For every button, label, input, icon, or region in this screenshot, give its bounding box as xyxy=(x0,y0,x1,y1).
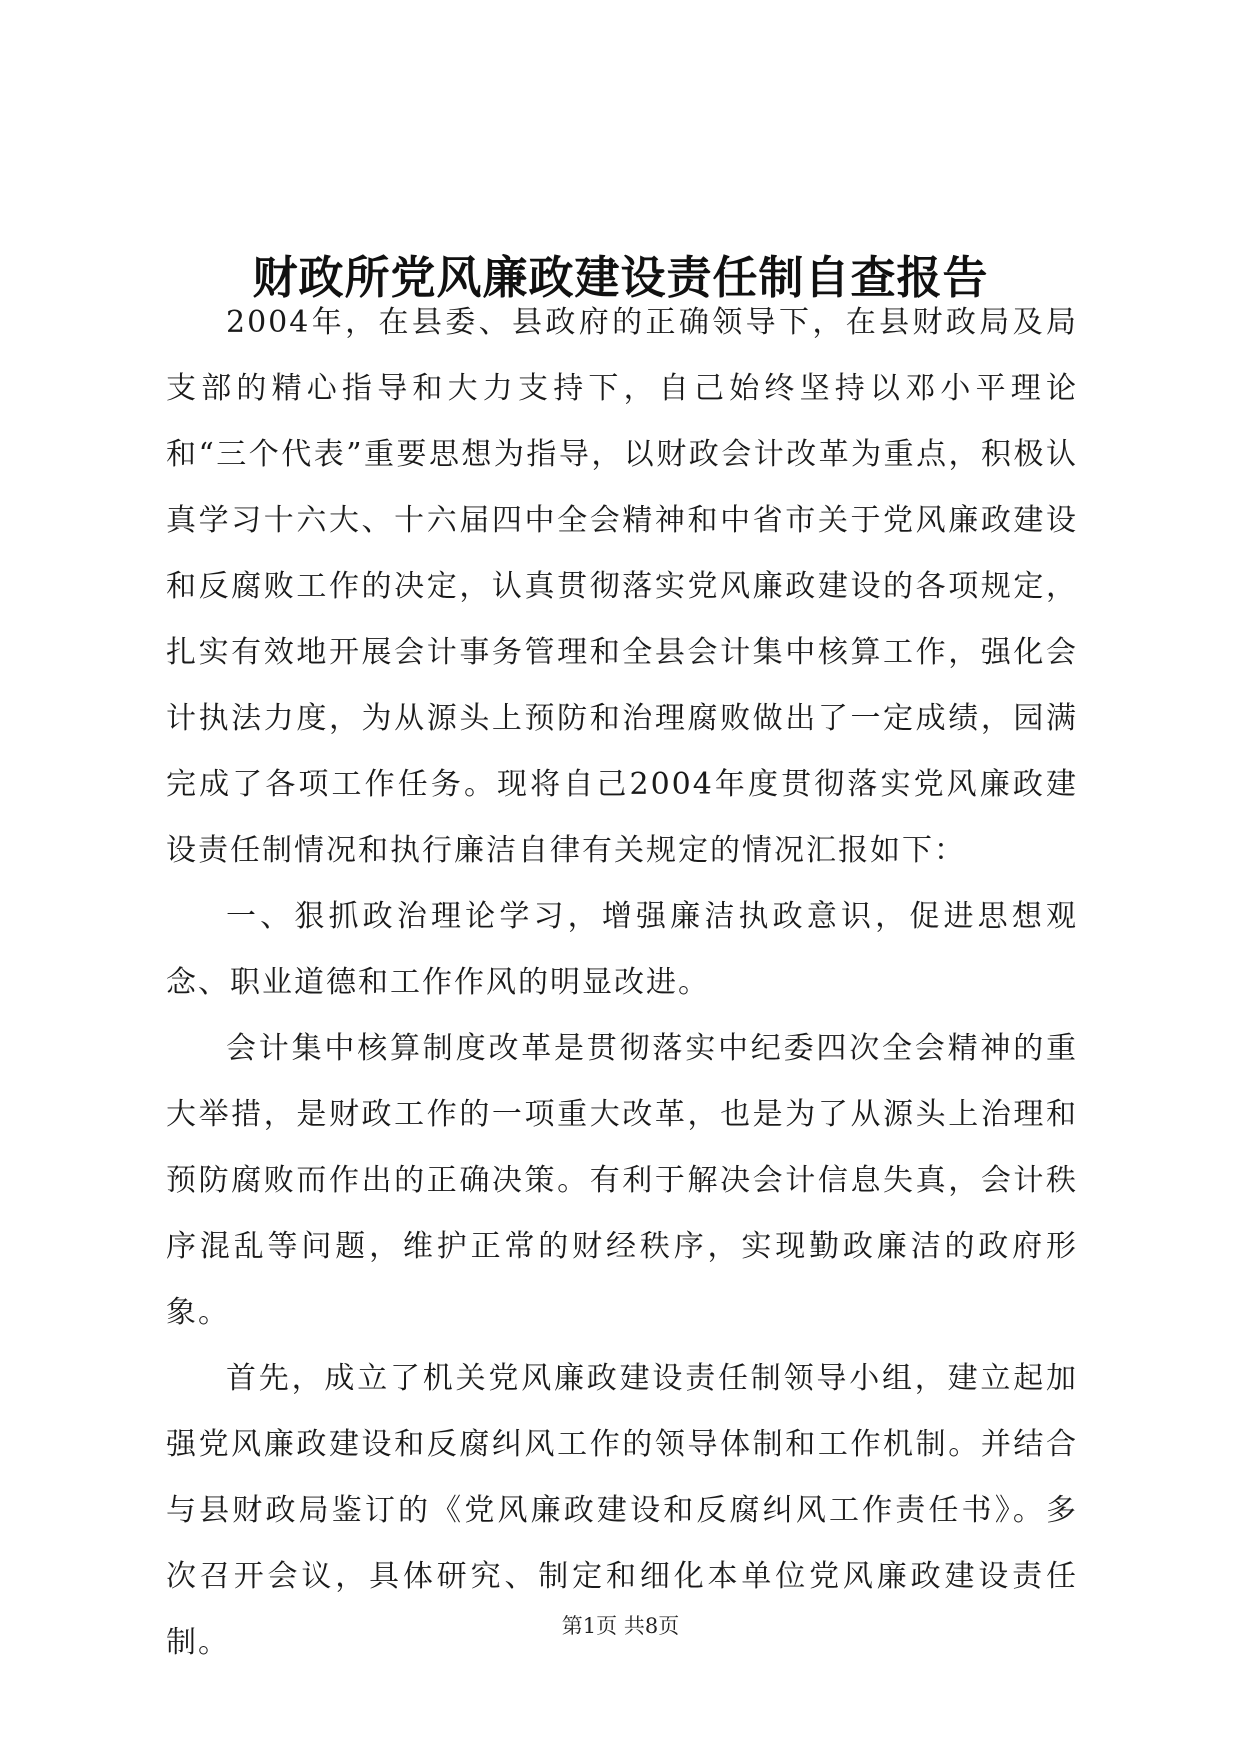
paragraph-intro: 2004年，在县委、县政府的正确领导下，在县财政局及局支部的精心指导和大力支持下，自己始终坚持以邓小平理论和“三个代表”重要思想为指导，以财政会计改革为重点，积极认真学习十六大、十六届四中全会精神和中省市关于党风廉政建设和反腐败工作的决定，认真贯彻落实党风廉政建设的各项规定，扎实有效地开展会计事务管理和全县会计集中核算工作，强化会计执法力度，为从源头上预防和治理腐败做出了一定成绩，园满完成了各项工作任务。现将自己2004年度贯彻落实党风廉政建设责任制情况和执行廉洁自律有关规定的情况汇报如下： xyxy=(166,305,1078,868)
document-body xyxy=(166,290,1078,1676)
paragraph-leadership-group: 首先，成立了机关党风廉政建设责任制领导小组，建立起加强党风廉政建设和反腐纠风工作的领导体制和工作机制。并结合与县财政局鉴订的《党风廉政建设和反腐纠风工作责任书》。多次召开会议，具体研究、制定和细化本单位党风廉政建设责任制。 xyxy=(166,1361,1078,1660)
paragraph-accounting-reform: 会计集中核算制度改革是贯彻落实中纪委四次全会精神的重大举措，是财政工作的一项重大改革，也是为了从源头上治理和预防腐败而作出的正确决策。有利于解决会计信息失真，会计秩序混乱等问题，维护正常的财经秩序，实现勤政廉洁的政府形象。 xyxy=(166,1031,1078,1330)
page-number-footer: 第1页 共8页 xyxy=(561,1614,680,1638)
document-title: 财政所党风廉政建设责任制自查报告 xyxy=(252,251,989,305)
paragraph-section-heading-1: 一、狠抓政治理论学习，增强廉洁执政意识，促进思想观念、职业道德和工作作风的明显改进。 xyxy=(166,899,1078,1000)
